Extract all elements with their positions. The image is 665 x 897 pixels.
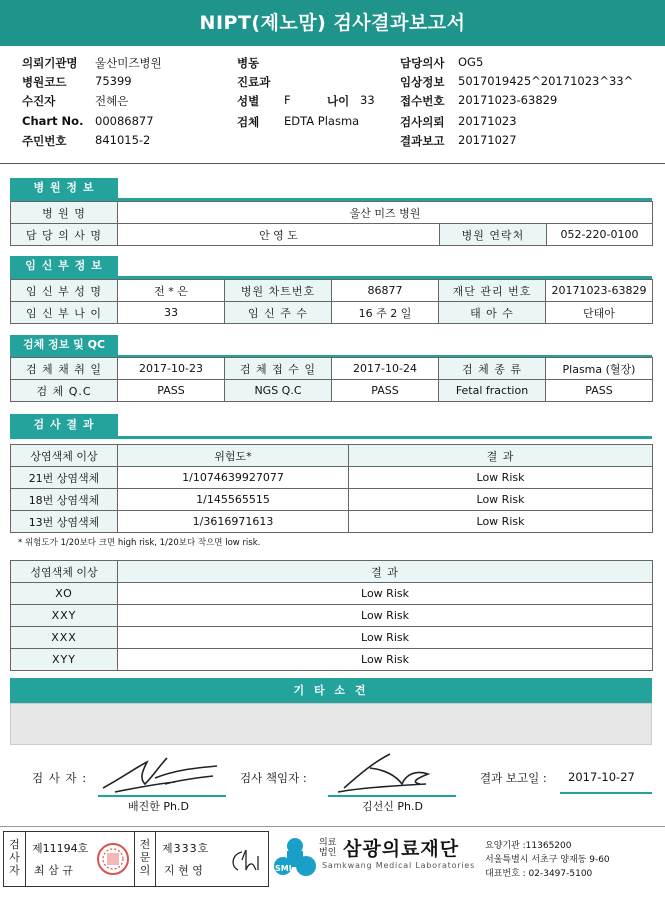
chr-name: 13번 상염색체 (11, 511, 118, 533)
misc-content (10, 703, 652, 745)
report-date-underline (560, 792, 652, 794)
sex-chr-result: Low Risk (118, 605, 653, 627)
section-pregnant-title: 임 신 부 정 보 (10, 256, 118, 276)
pregnant-age-label: 임 신 부 나 이 (11, 302, 118, 324)
contact-value: 052-220-0100 (547, 224, 653, 246)
section-results-title: 검 사 결 과 (10, 414, 118, 436)
chr-result: Low Risk (349, 489, 653, 511)
chr-result: Low Risk (349, 511, 653, 533)
pregnant-name-label: 임 신 부 성 명 (11, 280, 118, 302)
weeks-label: 임 신 주 수 (225, 302, 332, 324)
pregnant-table (10, 279, 653, 324)
corp-prefix: 의료 법인 (319, 838, 337, 858)
label-age: 나이 (327, 94, 350, 108)
specimen-type-label: 검 체 종 류 (439, 358, 546, 380)
value-patient: 전혜은 (95, 94, 129, 108)
value-hospital-code: 75399 (95, 74, 132, 88)
inspector-vertical-label: 검사자 (9, 838, 20, 877)
chr-risk: 1/3616971613 (118, 511, 349, 533)
sex-chr-result: Low Risk (118, 649, 653, 671)
sml-logo-icon (272, 834, 318, 884)
patient-info (0, 0, 665, 160)
label-receipt-no: 접수번호 (400, 94, 445, 108)
value-doctor: OG5 (458, 55, 484, 69)
fetal-fraction-value: PASS (546, 380, 653, 402)
specimen-qc-label: 검 체 Q.C (11, 380, 118, 402)
specimen-table (10, 357, 653, 402)
chr-name: 18번 상염색체 (11, 489, 118, 511)
sex-header-result: 결 과 (118, 561, 653, 583)
ngs-qc-label: NGS Q.C (225, 380, 332, 402)
aneuploidy-header-risk: 위험도* (118, 445, 349, 467)
manager-signature-image (330, 748, 450, 794)
inspector-name: 최 삼 규 (34, 864, 73, 877)
logo-abbr: SML (275, 864, 294, 873)
specimen-qc-value: PASS (118, 380, 225, 402)
label-report-date: 결과보고 (400, 134, 445, 148)
weeks-value: 16 주 2 일 (332, 302, 439, 324)
label-id-no: 주민번호 (22, 134, 67, 148)
section-specimen-title: 검체 정보 및 QC (10, 335, 118, 355)
report-date-label: 결과 보고일 : (480, 771, 547, 785)
table-row (11, 605, 653, 627)
section-results-line (10, 436, 652, 439)
tester-label: 검 사 자 : (32, 771, 88, 785)
label-sex: 성별 (237, 94, 260, 108)
receive-date-value: 2017-10-24 (332, 358, 439, 380)
label-hospital: 의뢰기관명 (22, 56, 78, 70)
inspector-license: 제11194호 (32, 842, 89, 855)
table-row (11, 627, 653, 649)
section-misc-title: 기 타 소 견 (10, 678, 652, 703)
info-mid (237, 55, 387, 133)
table-row (11, 511, 653, 533)
table-row (11, 467, 653, 489)
fetus-count-value: 단태아 (546, 302, 653, 324)
label-request-date: 검사의뢰 (400, 115, 445, 129)
section-hospital-title: 병 원 정 보 (10, 178, 118, 198)
risk-note: * 위험도가 1/20보다 크면 high risk, 1/20보다 작으면 low risk. (18, 538, 261, 548)
value-id-no: 841015-2 (95, 133, 151, 147)
value-chart-no: 00086877 (95, 114, 154, 128)
sex-chr-name: XXX (11, 627, 118, 649)
specialist-vertical-label: 전문의 (139, 838, 151, 877)
sex-chr-name: XXY (11, 605, 118, 627)
inspector-vertical-box (4, 832, 26, 886)
specialist-license: 제333호 (162, 842, 210, 855)
specialist-name: 지 현 영 (164, 864, 203, 877)
footer-credentials (3, 831, 269, 887)
aneuploidy-header-result: 결 과 (349, 445, 653, 467)
chart-no-label: 병원 차트번호 (225, 280, 332, 302)
label-ward: 병동 (237, 56, 260, 70)
foundation-phone: 대표번호 : 02-3497-5100 (485, 869, 593, 879)
foundation-name: 삼광의료재단 (343, 838, 460, 860)
aneuploidy-header-name: 상염색체 이상 (11, 445, 118, 467)
manager-name: 김선신 Ph.D (362, 800, 423, 813)
value-sex: F (284, 93, 291, 107)
sex-chr-name: XYY (11, 649, 118, 671)
hospital-table (10, 201, 653, 246)
value-clinical-info: 5017019425^20171023^33^ (458, 74, 634, 88)
chr-risk: 1/145565515 (118, 489, 349, 511)
label-specimen: 검체 (237, 115, 260, 129)
info-right (400, 55, 660, 152)
chart-no-value: 86877 (332, 280, 439, 302)
sex-chr-name: XO (11, 583, 118, 605)
sex-chromosome-table (10, 560, 653, 671)
sex-chr-result: Low Risk (118, 627, 653, 649)
table-row (11, 489, 653, 511)
report-title: NIPT(제노맘) 검사결과보고서 (0, 0, 665, 46)
label-chart-no: Chart No. (22, 114, 84, 128)
doctor-label: 담 당 의 사 명 (11, 224, 118, 246)
label-hospital-code: 병원코드 (22, 75, 67, 89)
pregnant-name-value: 전 * 은 (118, 280, 225, 302)
receive-date-label: 검 체 접 수 일 (225, 358, 332, 380)
table-row (11, 583, 653, 605)
ngs-qc-value: PASS (332, 380, 439, 402)
pregnant-age-value: 33 (118, 302, 225, 324)
value-request-date: 20171023 (458, 114, 517, 128)
footer-divider (0, 826, 665, 827)
label-doctor: 담당의사 (400, 56, 445, 70)
foundation-address: 서울특별시 서초구 양재동 9-60 (485, 855, 610, 865)
stamp-seal-image (96, 842, 130, 876)
specialist-vertical-box (134, 832, 156, 886)
value-receipt-no: 20171023-63829 (458, 93, 558, 107)
foundation-no-value: 20171023-63829 (546, 280, 653, 302)
manager-label: 검사 책임자 : (240, 771, 307, 785)
tester-signature-image (95, 748, 225, 796)
hospital-label: 병 원 명 (11, 202, 118, 224)
hospital-value: 울산 미즈 병원 (118, 202, 653, 224)
value-report-date: 20171027 (458, 133, 517, 147)
aneuploidy-table (10, 444, 653, 533)
sex-chr-result: Low Risk (118, 583, 653, 605)
contact-label: 병원 연락처 (440, 224, 547, 246)
table-row (11, 649, 653, 671)
report-date-value: 2017-10-27 (568, 770, 635, 784)
chr-name: 21번 상염색체 (11, 467, 118, 489)
collect-date-value: 2017-10-23 (118, 358, 225, 380)
info-divider (0, 163, 665, 164)
manager-underline (328, 795, 456, 797)
sex-header-name: 성염색체 이상 (11, 561, 118, 583)
collect-date-label: 검 체 채 취 일 (11, 358, 118, 380)
value-hospital: 울산미즈병원 (95, 56, 162, 70)
tester-underline (98, 795, 226, 797)
fetus-count-label: 태 아 수 (439, 302, 546, 324)
info-left (22, 55, 222, 152)
foundation-no-label: 재단 관리 번호 (439, 280, 546, 302)
value-age: 33 (360, 93, 375, 107)
doctor-value: 안 영 도 (118, 224, 440, 246)
chr-risk: 1/1074639927077 (118, 467, 349, 489)
tester-name: 배진한 Ph.D (128, 800, 189, 813)
care-institution-no: 요양기관 :11365200 (485, 841, 572, 851)
label-dept: 진료과 (237, 75, 271, 89)
label-clinical-info: 임상정보 (400, 75, 445, 89)
specialist-signature-image (226, 846, 260, 876)
value-specimen: EDTA Plasma (284, 114, 360, 128)
fetal-fraction-label: Fetal fraction (439, 380, 546, 402)
foundation-en-name: Samkwang Medical Laboratories (322, 861, 476, 870)
specimen-type-value: Plasma (혈장) (546, 358, 653, 380)
label-patient: 수진자 (22, 94, 56, 108)
chr-result: Low Risk (349, 467, 653, 489)
